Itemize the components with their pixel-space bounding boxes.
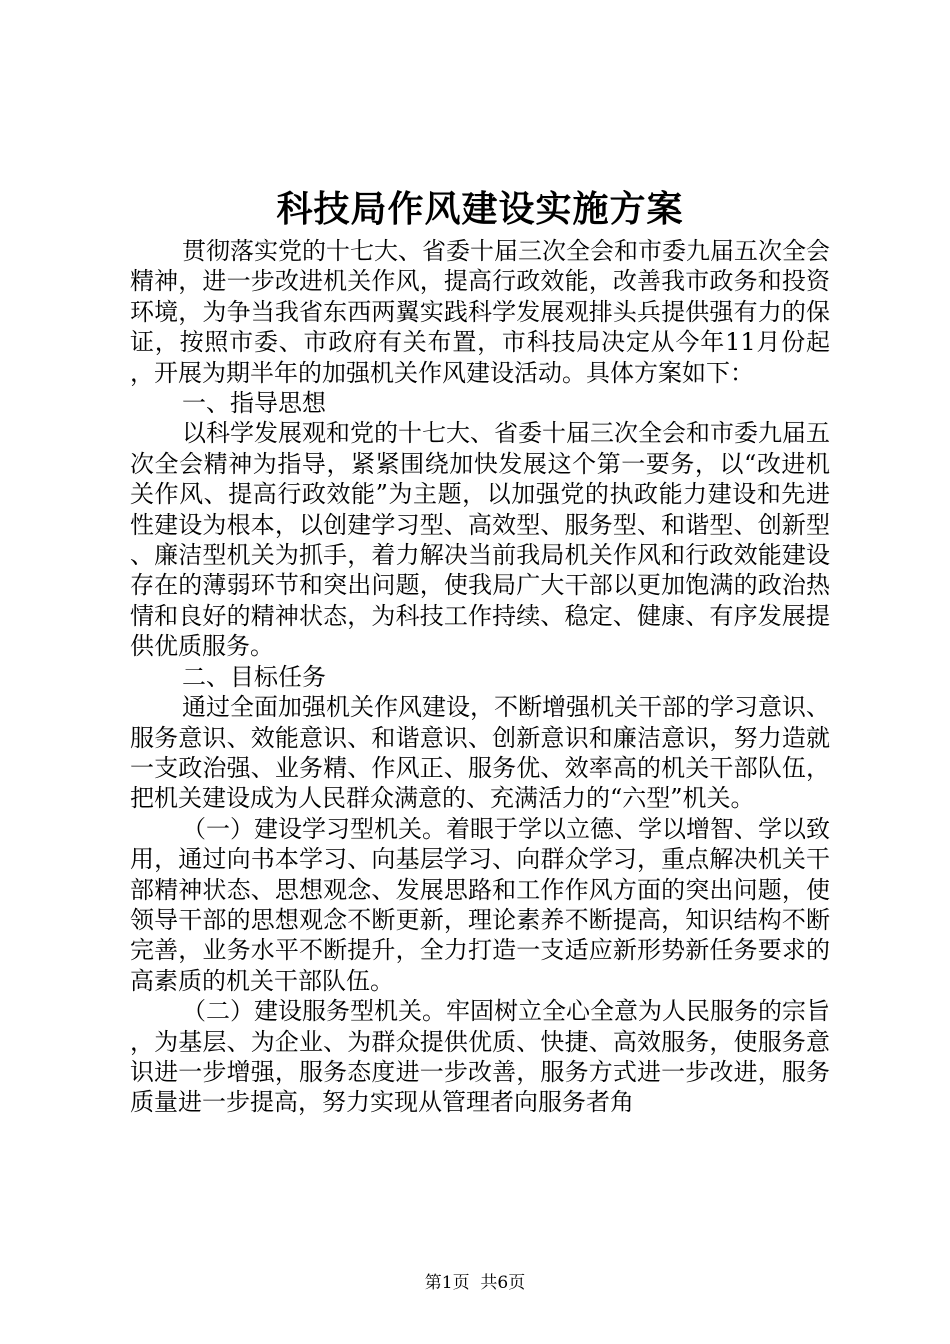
goals-paragraph: 通过全面加强机关作风建设，不断增强机关干部的学习意识、服务意识、效能意识、和谐意识、创新意识和廉洁意识，努力造就一支政治强、业务精、作风正、服务优、效率高的机关干部队伍，把机关建设成为人民群众满意的、充满活力的“六型”机关。 [130, 693, 830, 813]
guiding-thought-paragraph: 以科学发展观和党的十七大、省委十届三次全会和市委九届五次全会精神为指导，紧紧围绕加快发展这个第一要务，以“改进机关作风、提高行政效能”为主题，以加强党的执政能力建设和先进性建设为根本，以创建学习型、高效型、服务型、和谐型、创新型、廉洁型机关为抓手，着力解决当前我局机关作风和行政效能建设存在的薄弱环节和突出问题，使我局广大干部以更加饱满的政治热情和良好的精神状态，为科技工作持续、稳定、健康、有序发展提供优质服务。 [130, 419, 830, 661]
page-footer [0, 1272, 950, 1294]
learning-organ-paragraph: （一）建设学习型机关。着眼于学以立德、学以增智、学以致用，通过向书本学习、向基层学习、向群众学习，重点解决机关干部精神状态、思想观念、发展思路和工作作风方面的突出问题，使领导干部的思想观念不断更新，理论素养不断提高，知识结构不断完善，业务水平不断提升，全力打造一支适应新形势新任务要求的高素质的机关干部队伍。 [130, 814, 830, 995]
page-total: 共6页 [480, 1273, 526, 1293]
document-title: 科技局作风建设实施方案 [276, 188, 684, 230]
section-heading-goals: 二、目标任务 [182, 662, 326, 691]
page-number: 第1页 [424, 1273, 470, 1293]
section-heading-guiding-thought: 一、指导思想 [182, 389, 326, 418]
intro-paragraph: 贯彻落实党的十七大、省委十届三次全会和市委九届五次全会精神，进一步改进机关作风，提高行政效能，改善我市政务和投资环境，为争当我省东西两翼实践科学发展观排头兵提供强有力的保证，按照市委、市政府有关布置，市科技局决定从今年11月份起，开展为期半年的加强机关作风建设活动。具体方案如下： [130, 237, 830, 387]
document-body [130, 236, 830, 1118]
service-organ-paragraph: （二）建设服务型机关。牢固树立全心全意为人民服务的宗旨，为基层、为企业、为群众提供优质、快捷、高效服务，使服务意识进一步增强，服务态度进一步改善，服务方式进一步改进，服务质量进一步提高，努力实现从管理者向服务者角 [130, 997, 830, 1117]
